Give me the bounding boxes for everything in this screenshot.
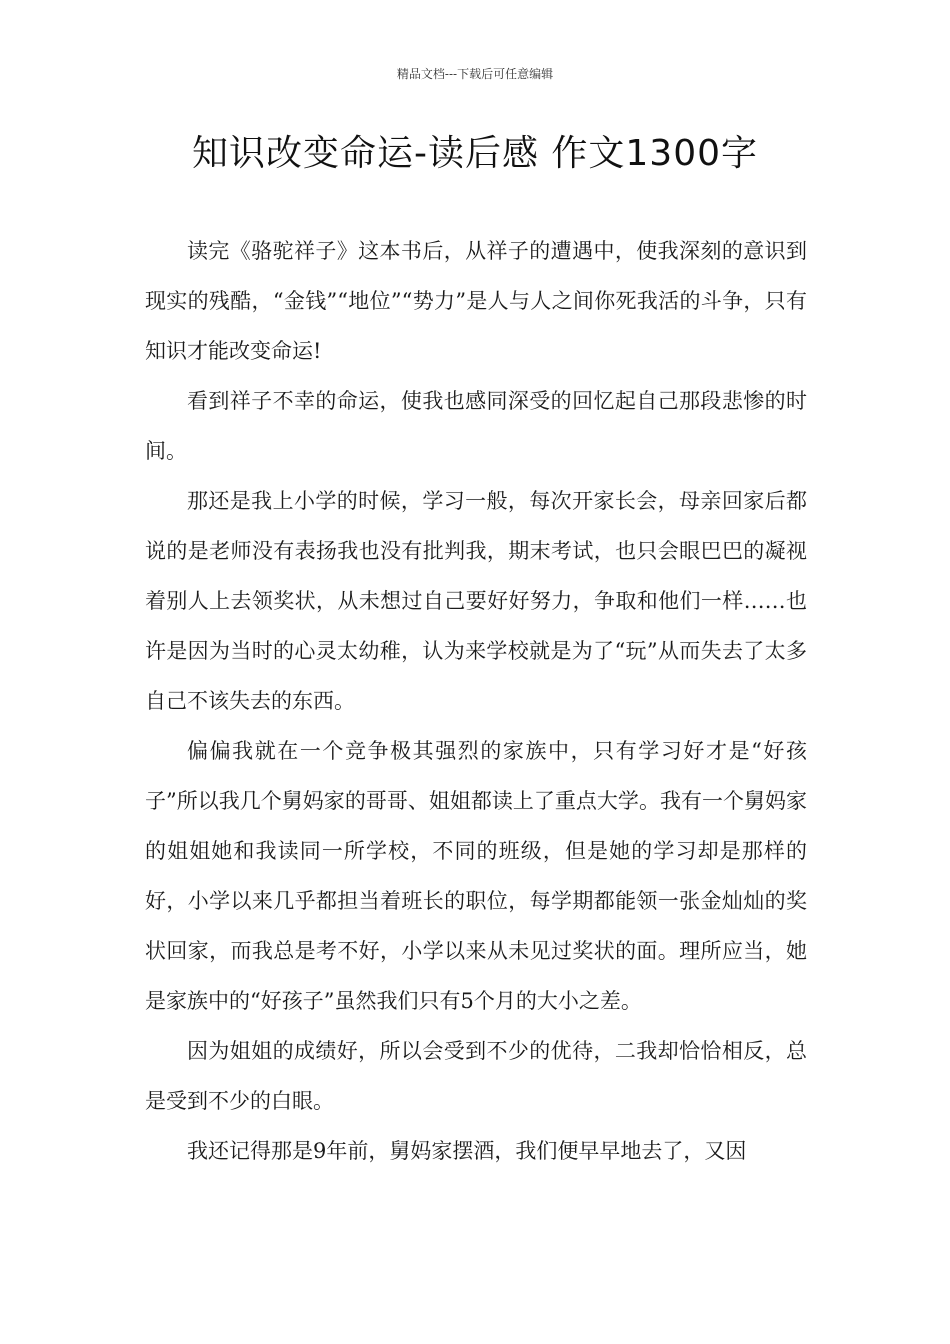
paragraph: 那还是我上小学的时候，学习一般，每次开家长会，母亲回家后都说的是老师没有表扬我也没有批判我，期末考试，也只会眼巴巴的凝视着别人上去领奖状，从未想过自己要好好努力，争取和他们一样……也许是因为当时的心灵太幼稚，认为来学校就是为了“玩”从而失去了太多自己不该失去的东西。 xyxy=(145,489,807,713)
document-title: 知识改变命运-读后感 作文1300字 xyxy=(191,133,759,174)
paragraph: 读完《骆驼祥子》这本书后，从祥子的遭遇中，使我深刻的意识到现实的残酷，“金钱”“地位”“势力”是人与人之间你死我活的斗争，只有知识才能改变命运! xyxy=(145,239,807,363)
header-note: 精品文档---下载后可任意编辑 xyxy=(396,67,554,81)
document-body xyxy=(145,226,807,1176)
paragraph: 看到祥子不幸的命运，使我也感同深受的回忆起自己那段悲惨的时间。 xyxy=(145,389,807,463)
paragraph: 偏偏我就在一个竞争极其强烈的家族中，只有学习好才是“好孩子”所以我几个舅妈家的哥哥、姐姐都读上了重点大学。我有一个舅妈家的姐姐她和我读同一所学校，不同的班级，但是她的学习却是那样的好，小学以来几乎都担当着班长的职位，每学期都能领一张金灿灿的奖状回家，而我总是考不好，小学以来从未见过奖状的面。理所应当，她是家族中的“好孩子”虽然我们只有5个月的大小之差。 xyxy=(145,739,807,1013)
paragraph: 因为姐姐的成绩好，所以会受到不少的优待，二我却恰恰相反，总是受到不少的白眼。 xyxy=(145,1039,807,1113)
paragraph: 我还记得那是9年前，舅妈家摆酒，我们便早早地去了，又因 xyxy=(187,1139,747,1163)
